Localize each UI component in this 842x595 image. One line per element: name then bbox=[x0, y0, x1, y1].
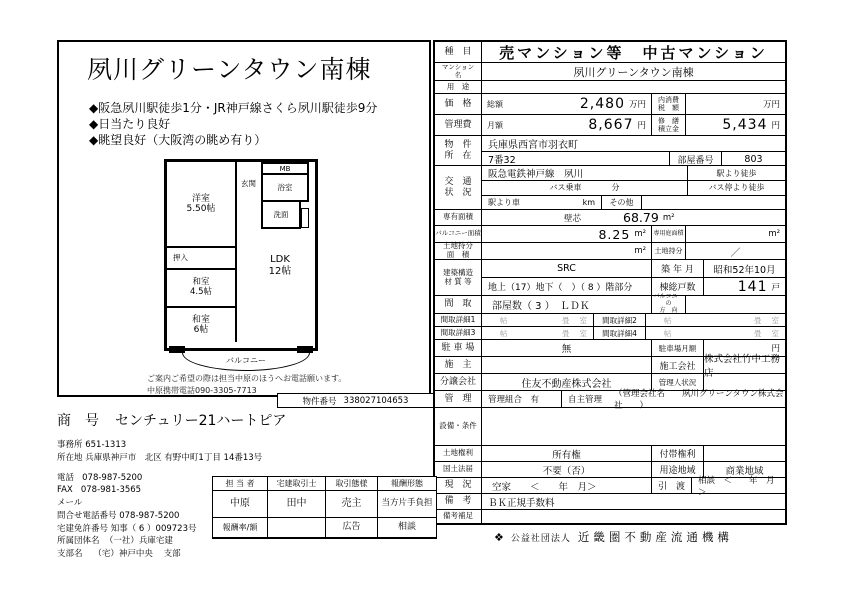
room-size: 12帖 bbox=[268, 266, 292, 277]
land-right-label: 土地権利 bbox=[435, 446, 482, 461]
fee-value: 8,667 bbox=[588, 117, 634, 133]
floorplan-ldk bbox=[251, 254, 309, 278]
area-type: 壁芯 bbox=[564, 213, 582, 224]
layout-detail2-value: 帖 畳 室 bbox=[664, 315, 779, 325]
feature-bullets bbox=[89, 100, 377, 149]
staff-header-licensee: 宅建取引士 bbox=[268, 477, 326, 491]
balcony-direction-value bbox=[686, 296, 785, 313]
handover-label: 引 渡 bbox=[652, 478, 692, 493]
zoning-label: 用途地域 bbox=[652, 462, 704, 477]
balcony-direction-label: バルコニーの 方 向 bbox=[652, 296, 686, 313]
area-label: 専有面積 bbox=[435, 210, 482, 225]
broker-fax-line: FAX 078-981-3565 bbox=[57, 485, 142, 496]
row-layout bbox=[435, 295, 785, 313]
broker-name-label: 商 号 bbox=[57, 413, 99, 429]
staff-header-agent: 担 当 者 bbox=[213, 477, 268, 491]
balcony-area-value-cell bbox=[482, 226, 652, 242]
room-size: 6帖 bbox=[193, 325, 209, 335]
balcony-area-label: バルコニー面積 bbox=[435, 226, 482, 242]
management-union: 管理組合 有 bbox=[482, 391, 562, 407]
row-remarks bbox=[435, 493, 785, 509]
zoning-value: 商業地域 bbox=[725, 465, 764, 477]
walk-from-station-label: 駅より徒歩 bbox=[716, 168, 757, 178]
staff-ad-label: 広告 bbox=[326, 518, 378, 538]
staff-licensee-name: 田中 bbox=[268, 491, 326, 518]
floorplan-closet bbox=[167, 246, 237, 268]
row-remarks-supplement bbox=[435, 509, 785, 523]
staff-header-fee-form: 報酬形態 bbox=[378, 477, 436, 491]
broker-office-line: 事務所 651-1313 bbox=[57, 440, 127, 450]
footer-org-name: 近畿圏不動産流通機構 bbox=[577, 530, 733, 544]
builder-label: 施工会社 bbox=[652, 357, 704, 373]
reins-logo-icon: ❖ bbox=[494, 531, 504, 544]
layout-detail1-value: 帖 畳 室 bbox=[482, 314, 594, 326]
room-label: MB bbox=[279, 164, 291, 173]
owner-value bbox=[482, 357, 652, 373]
management-label: 管 理 bbox=[435, 391, 482, 407]
row-management bbox=[435, 389, 785, 411]
layout-value: 部屋数（ 3 ） ＬＤＫ bbox=[482, 296, 652, 313]
subsidiary-right-value bbox=[704, 446, 785, 461]
tax-unit: 万円 bbox=[762, 100, 780, 110]
room-size: 5.50帖 bbox=[186, 204, 216, 214]
price-label: 価 格 bbox=[435, 94, 482, 114]
property-title: 夙川グリーンタウン南棟 bbox=[87, 55, 372, 84]
category-label: 種 目 bbox=[435, 42, 482, 62]
layout-detail4-label: 間取詳細4 bbox=[594, 327, 646, 339]
row-layout-detail-12 bbox=[435, 313, 785, 326]
parking-value: 無 bbox=[482, 340, 652, 356]
property-number-label: 物件番号 bbox=[302, 396, 337, 407]
room-label: バルコニー bbox=[226, 355, 266, 365]
floorplan-toilet bbox=[301, 208, 309, 228]
category-value: 売マンション等 中古マンション bbox=[499, 43, 768, 62]
total-units-cell bbox=[704, 278, 785, 295]
contact-note-line1: ご案内ご希望の際は担当中原のほうへお電話願います。 bbox=[147, 374, 347, 383]
price-sub-label: 総額 bbox=[487, 99, 503, 109]
parking-fee-unit: 円 bbox=[771, 344, 780, 354]
owner-label: 施 主 bbox=[435, 357, 482, 373]
row-current-status bbox=[435, 475, 792, 498]
rail-line: 阪急電鉄神戸線 夙川 bbox=[482, 166, 688, 180]
balcony-area-value: 8.25 bbox=[598, 226, 631, 242]
management-type: 自主管理 bbox=[568, 395, 603, 405]
subsidiary-right-label: 付帯権利 bbox=[652, 446, 704, 461]
staff-agent-name: 中原 bbox=[213, 491, 268, 518]
floorplan-room-japanese-45 bbox=[167, 268, 237, 306]
garden-area-value-cell bbox=[686, 226, 785, 242]
equipment-value bbox=[482, 408, 785, 445]
property-number-value: 338027104653 bbox=[343, 395, 409, 406]
floorplan-outline bbox=[164, 159, 318, 351]
row-management-fee bbox=[435, 114, 785, 135]
staff-fee-form: 当方片手負担 bbox=[378, 491, 436, 518]
layout-detail3-label: 間取詳細3 bbox=[435, 327, 482, 339]
room-label: 和室 bbox=[192, 277, 210, 288]
feature-bullet-3: ◆眺望良好（大阪湾の眺め有り） bbox=[89, 133, 267, 148]
broker-address-line: 所在地 兵庫県神戸市 北区 有野中町1丁目 14番13号 bbox=[57, 452, 263, 463]
traffic-label: 交 通 状 況 bbox=[435, 166, 482, 209]
current-status-value: 空家 ＜ 年 月＞ bbox=[482, 478, 652, 493]
feature-bullet-2: ◆日当たり良好 bbox=[89, 117, 171, 132]
room-number-label: 部屋番号 bbox=[669, 152, 721, 166]
total-units-value: 141 bbox=[737, 278, 768, 295]
floorplan-meterbox bbox=[261, 162, 309, 175]
parking-label: 駐 車 場 bbox=[435, 340, 482, 356]
structure-value: SRC bbox=[482, 260, 652, 277]
fee-unit: 円 bbox=[637, 121, 646, 131]
row-mansion-name bbox=[435, 62, 785, 80]
janitor-label: 管理人状況 bbox=[652, 374, 704, 390]
tax-value-cell bbox=[686, 94, 785, 114]
walk-from-busstop-label: バス停より徒歩 bbox=[708, 183, 765, 193]
feature-bullet-1: ◆阪急夙川駅徒歩1分・JR神戸線さくら夙川駅徒歩9分 bbox=[89, 101, 378, 115]
location-label: 物 件 所 在 bbox=[435, 136, 482, 165]
room-label: LDK bbox=[270, 254, 290, 265]
tax-label: 内消費 税 額 bbox=[652, 94, 686, 114]
room-size: 4.5帖 bbox=[189, 287, 213, 297]
row-layout-detail-34 bbox=[435, 326, 785, 339]
garden-area-label: 専用庭面積 bbox=[652, 226, 686, 242]
fee-label: 管理費 bbox=[435, 115, 482, 135]
row-exclusive-area bbox=[435, 209, 785, 225]
parking-fee-label: 駐車場月額 bbox=[652, 340, 704, 356]
floorplan-entrance: 玄関 bbox=[241, 179, 256, 188]
floors-value: 地上（17）地下（ ）（ 8 ）階部分 bbox=[482, 278, 652, 295]
use-value bbox=[482, 81, 785, 93]
floorplan-room-japanese-6 bbox=[167, 306, 237, 342]
room-label: 洗面 bbox=[273, 210, 289, 219]
repair-fund-unit: 円 bbox=[771, 121, 780, 131]
fee-value-cell bbox=[482, 115, 652, 135]
room-label: 浴室 bbox=[277, 183, 293, 192]
floorplan-washroom bbox=[261, 202, 301, 229]
row-use bbox=[435, 80, 785, 93]
row-land-right bbox=[435, 445, 785, 461]
row-land-share bbox=[435, 242, 785, 259]
balcony-area-unit: m² bbox=[634, 229, 646, 239]
land-share-area-label: 土地持分 面 積 bbox=[435, 243, 482, 259]
row-equipment bbox=[435, 407, 785, 445]
remarks-value: ＢＫ正規手数料 bbox=[488, 497, 555, 509]
broker-name-line bbox=[57, 410, 429, 430]
broker-tel-line: 電話 078-987-5200 bbox=[57, 472, 143, 483]
land-share-value: ／ bbox=[730, 247, 741, 259]
total-units-unit: 戸 bbox=[771, 282, 780, 293]
floorplan bbox=[154, 145, 339, 400]
price-value-cell bbox=[482, 94, 652, 114]
room-label: 押入 bbox=[173, 252, 188, 262]
area-value: 68.79 bbox=[623, 210, 659, 225]
land-share-label: 土地持分 bbox=[652, 243, 686, 259]
area-value-cell bbox=[482, 210, 785, 225]
staff-transaction-type: 売主 bbox=[326, 491, 378, 518]
property-detail-table bbox=[433, 40, 792, 525]
row-owner-builder bbox=[435, 354, 785, 379]
row-location bbox=[435, 135, 785, 165]
broker-branch-line: 支部名 （宅）神戸中央 支部 bbox=[57, 549, 181, 559]
remarks-supplement-label: 備考補足 bbox=[435, 510, 482, 523]
total-units-label: 棟総戸数 bbox=[652, 278, 704, 295]
staff-table bbox=[212, 476, 437, 539]
staff-fee-rate-value bbox=[268, 518, 326, 538]
room-label: 洋室 bbox=[191, 193, 210, 204]
floorplan-room-western bbox=[167, 162, 237, 246]
layout-detail3-value: 帖 畳 室 bbox=[482, 327, 594, 339]
broker-inquiry-line: 問合せ電話番号 078-987-5200 bbox=[57, 510, 180, 521]
land-share-area-unit: m² bbox=[634, 246, 646, 256]
built-date-value: 昭和52年10月 bbox=[713, 264, 776, 276]
car-from-station-cell: 駅より車 km bbox=[482, 196, 602, 210]
remarks-label: 備 考 bbox=[435, 494, 482, 509]
repair-fund-value: 5,434 bbox=[722, 117, 768, 133]
broker-name-value: センチュリー21ハートピア bbox=[115, 413, 287, 429]
garden-area-unit: m² bbox=[768, 229, 780, 239]
structure-label: 建築構造 材 質 等 bbox=[435, 260, 482, 295]
layout-detail4-value: 帖 畳 室 bbox=[664, 328, 779, 338]
property-number-box bbox=[277, 393, 434, 408]
row-category bbox=[435, 42, 785, 62]
price-unit: 万円 bbox=[628, 100, 646, 110]
equipment-label: 設備・条件 bbox=[435, 408, 482, 445]
property-headline-panel bbox=[57, 40, 431, 397]
layout-detail2-label: 間取詳細2 bbox=[594, 314, 646, 326]
seller-label: 分譲会社 bbox=[435, 374, 482, 390]
remarks-supplement-value bbox=[482, 510, 785, 523]
row-price bbox=[435, 93, 785, 114]
bus-ride-cell: バス乗車 分 bbox=[482, 181, 688, 195]
room-number-value: 803 bbox=[721, 152, 785, 166]
floorplan-bath bbox=[261, 175, 309, 202]
location-banchi: 7番32 bbox=[488, 155, 516, 166]
national-land-law-label: 国土法届 bbox=[435, 462, 482, 477]
contact-note-line2: 中原携帯電話090-3305-7713 bbox=[147, 386, 257, 395]
broker-association-line: 所属団体名 （一社）兵庫宅建 bbox=[57, 536, 173, 547]
layout-label: 間 取 bbox=[435, 296, 482, 313]
room-label: 和室 bbox=[191, 314, 210, 325]
seller-value: 住友不動産株式会社 bbox=[482, 374, 652, 390]
national-land-law-value: 不要（否） bbox=[482, 462, 652, 477]
broker-mail-line: メール bbox=[57, 498, 83, 508]
management-company: （管理会社名 夙川グリーンタウン株式会社 ） bbox=[614, 389, 784, 411]
row-balcony-area bbox=[435, 225, 785, 242]
land-right-value: 所有権 bbox=[482, 446, 652, 461]
repair-fund-value-cell bbox=[686, 115, 785, 135]
floorplan-balcony bbox=[182, 349, 310, 371]
price-value: 2,480 bbox=[579, 96, 625, 112]
layout-detail1-label: 間取詳細1 bbox=[435, 314, 482, 326]
row-traffic bbox=[435, 165, 785, 209]
fee-sub-label: 月額 bbox=[487, 120, 503, 130]
reins-footer bbox=[494, 529, 733, 545]
row-structure bbox=[435, 259, 785, 295]
builder-value: 株式会社竹中工務店 bbox=[704, 354, 781, 379]
mansion-name-label: マンション 名 bbox=[435, 63, 482, 80]
other-label: その他 bbox=[602, 196, 642, 210]
current-status-label: 現 況 bbox=[435, 478, 482, 493]
mansion-name-value: 夙川グリーンタウン南棟 bbox=[573, 65, 694, 79]
handover-value: 相談 ＜ 年 月 ＞ bbox=[698, 475, 792, 498]
built-date-label: 築 年 月 bbox=[652, 260, 704, 277]
land-share-area-value-cell bbox=[482, 243, 652, 259]
staff-header-transaction-type: 取引態様 bbox=[326, 477, 378, 491]
staff-fee-rate-label: 報酬率/額 bbox=[213, 518, 268, 538]
location-address: 兵庫県西宮市羽衣町 bbox=[488, 140, 578, 151]
repair-fund-label: 修 繕 積立金 bbox=[652, 115, 686, 135]
footer-org-type: 公益社団法人 bbox=[510, 534, 571, 544]
broker-license-line: 宅建免許番号 知事（ 6 ）009723号 bbox=[57, 523, 197, 534]
staff-ad-value: 相談 bbox=[378, 518, 436, 538]
area-unit: m² bbox=[662, 212, 675, 223]
use-label: 用 途 bbox=[435, 81, 482, 93]
